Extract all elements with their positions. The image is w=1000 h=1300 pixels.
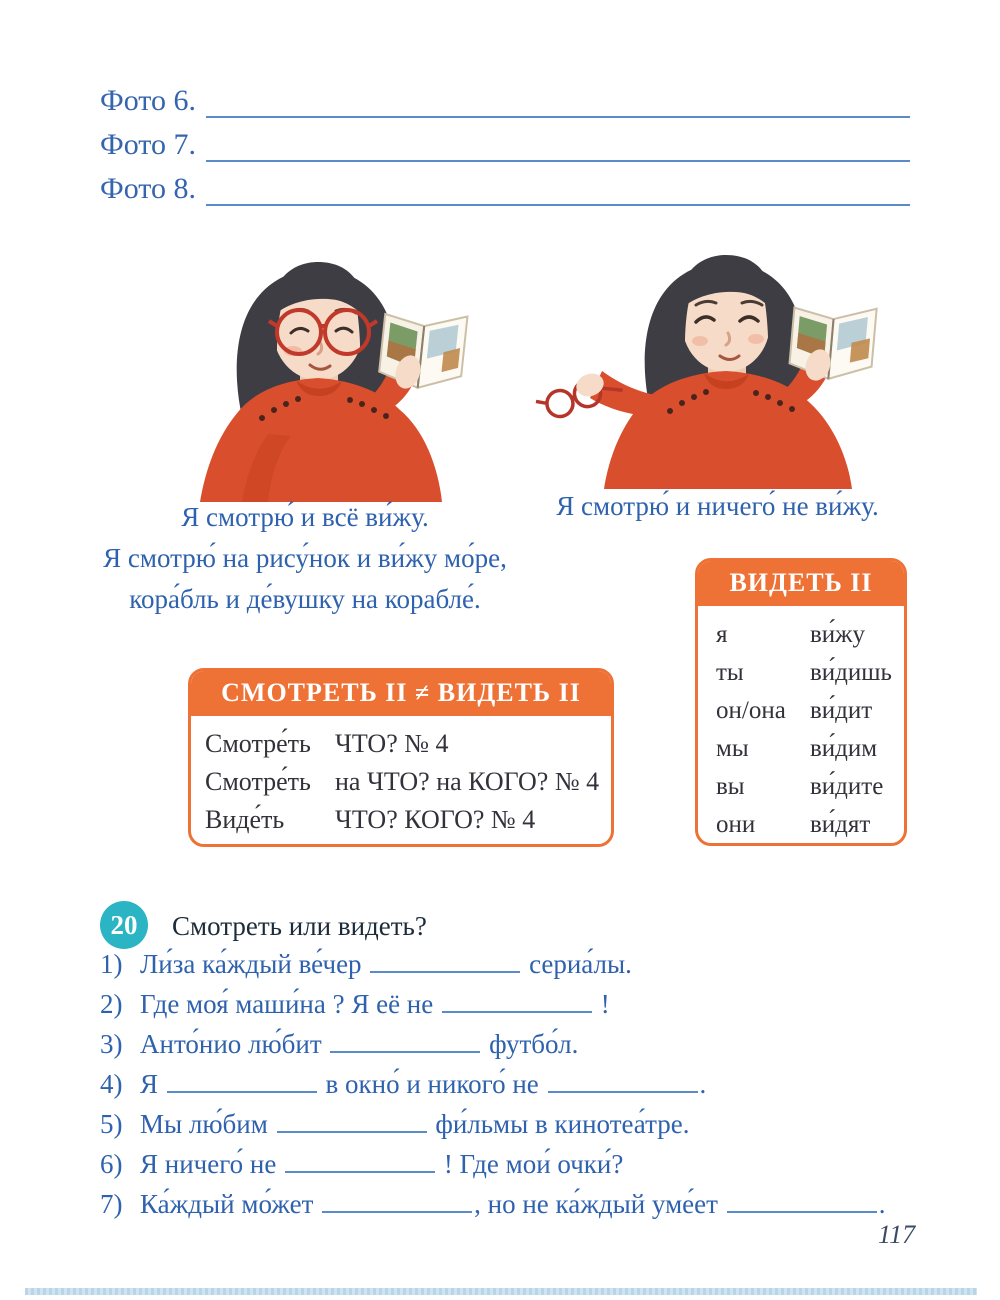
photo-label: Фото 7. <box>100 128 197 161</box>
photo-label: Фото 6. <box>100 84 197 117</box>
photo-blank-line <box>206 170 910 206</box>
photo-blank-line <box>206 126 910 162</box>
rule-box-body <box>191 716 611 835</box>
fill-in-blank <box>442 989 592 1013</box>
table-row: я ви́жу <box>716 621 865 648</box>
fill-in-blank <box>167 1069 317 1093</box>
photo-blank-line <box>206 82 910 118</box>
table-row: он/она ви́дит <box>716 697 873 724</box>
videt-table-body <box>698 606 904 839</box>
caption-line: Я смотрю́ на рису́нок и ви́жу мо́ре, <box>103 543 507 573</box>
exercise-item: 1) Ли́за ка́ждый ве́чер сериа́лы. <box>100 949 632 979</box>
exercise-item: 2) Где моя́ маши́на ? Я её не ! <box>100 989 610 1019</box>
exercise-instruction: Смотреть или видеть? <box>172 911 427 941</box>
photo-label: Фото 8. <box>100 172 197 205</box>
left-illustration-caption <box>85 497 525 620</box>
girl-holding-glasses-illustration <box>530 218 890 490</box>
exercise-items <box>100 949 930 1229</box>
exercise-item: 3) Анто́нио лю́бит футбо́л. <box>100 1029 579 1059</box>
exercise-item: 5) Мы лю́бим фи́льмы в кинотеа́тре. <box>100 1109 690 1139</box>
exercise-number-badge: 20 <box>100 901 148 949</box>
videt-table-title: ВИДЕТЬ II <box>698 561 904 606</box>
table-row: они ви́дят <box>716 811 871 838</box>
right-illustration-caption: Я смотрю́ и ничего́ не ви́жу. <box>556 491 879 521</box>
table-row: вы ви́дите <box>716 773 884 800</box>
rule-row: Виде́ть ЧТО? КОГО? № 4 <box>205 805 536 834</box>
fill-in-blank <box>727 1189 877 1213</box>
fill-in-blank <box>548 1069 698 1093</box>
table-row: ты ви́дишь <box>716 659 892 686</box>
photo-row <box>100 78 910 118</box>
fill-in-blank <box>285 1149 435 1173</box>
fill-in-blank <box>322 1189 472 1213</box>
rule-row: Смотре́ть ЧТО? № 4 <box>205 729 449 758</box>
rule-box-title: СМОТРЕТЬ II ≠ ВИДЕТЬ II <box>191 671 611 716</box>
girl-with-glasses-illustration <box>150 222 470 502</box>
photo-row <box>100 122 910 162</box>
exercise-item: 7) Ка́ждый мо́жет , но не ка́ждый уме́ет . <box>100 1189 886 1219</box>
smotret-videt-rule-box <box>188 668 614 847</box>
caption-line: кора́бль и де́вушку на корабле́. <box>129 584 481 614</box>
fill-in-blank <box>277 1109 427 1133</box>
table-row: мы ви́дим <box>716 735 878 762</box>
fill-in-blank <box>370 949 520 973</box>
fill-in-blank <box>330 1029 480 1053</box>
bottom-decorative-strip <box>25 1288 977 1295</box>
exercise-item: 6) Я ничего́ не ! Где мои́ очки́? <box>100 1149 624 1179</box>
photo-row <box>100 166 910 206</box>
caption-line: Я смотрю́ и всё ви́жу. <box>181 502 429 532</box>
videt-conjugation-table <box>695 558 907 846</box>
exercise-item: 4) Я в окно́ и никого́ не . <box>100 1069 707 1099</box>
page-number: 117 <box>878 1220 916 1249</box>
rule-row: Смотре́ть на ЧТО? на КОГО? № 4 <box>205 767 600 796</box>
